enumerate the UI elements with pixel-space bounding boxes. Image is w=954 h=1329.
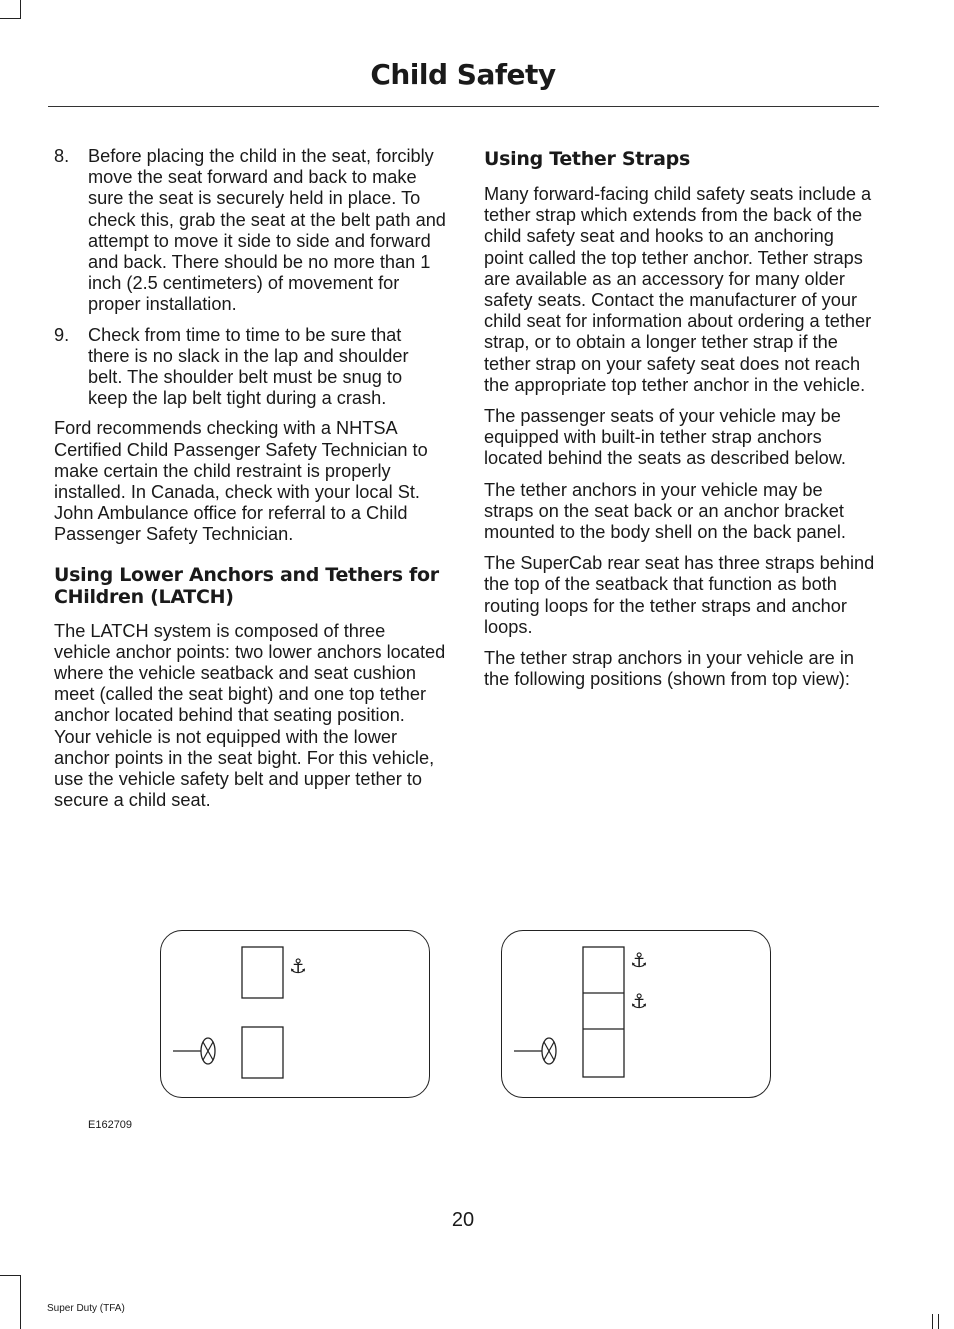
tether-paragraph: The SuperCab rear seat has three straps behind the top of the seatback that function as both routing loops for the tether straps and anchor loops.: [484, 553, 875, 637]
anchor-icon: ⚓: [289, 956, 307, 978]
steering-wheel-icon: [514, 1038, 556, 1064]
crop-mark-bottom-left-h: [0, 1275, 21, 1276]
right-column: [484, 146, 876, 700]
supercab-diagram: [501, 930, 771, 1098]
regular-cab-diagram: [160, 930, 430, 1098]
list-item-number: 9.: [54, 324, 70, 345]
left-column: [54, 146, 446, 821]
tether-paragraph: The tether anchors in your vehicle may be straps on the seat back or an anchor bracket mounted to the body shell on the back panel.: [484, 479, 846, 543]
footer-model: Super Duty (TFA): [47, 1303, 125, 1314]
crop-mark-bottom-left-v: [20, 1275, 21, 1329]
figure-id: E162709: [88, 1119, 133, 1131]
list-item-text: Check from time to time to be sure that there is no slack in the lap and shoulder belt. The shoulder belt must be snug to keep the lap belt tight during a crash.: [88, 324, 409, 409]
list-item: [54, 146, 446, 316]
latch-heading: Using Lower Anchors and Tethers for CHildren (LATCH): [54, 563, 439, 608]
crop-mark-bottom-right-2: [938, 1314, 939, 1329]
list-item-text: Before placing the child in the seat, forcibly move the seat forward and back to make sure the seat is securely held in place. To check this, grab the seat at the belt path and attempt to move it side to side and forward and back. There should be no more than 1 inch (2.5 centimeters) of movement for proper installation.: [88, 146, 446, 315]
seat-icon: [242, 1027, 283, 1078]
page-title: Child Safety: [370, 58, 556, 91]
seat-icon: [242, 947, 283, 998]
tether-paragraph: The passenger seats of your vehicle may be equipped with built-in tether strap anchors located behind the seats as described below.: [484, 406, 846, 469]
header-divider: [48, 106, 879, 107]
latch-paragraph: The LATCH system is composed of three vehicle anchor points: two lower anchors located where the vehicle seatback and seat cushion meet (called the seat bight) and one top tether anchor located behind that seating position. Your vehicle is not equipped with the lower anchor points in the seat bight. For this vehicle, use the vehicle safety belt and upper tether to secure a child seat.: [54, 620, 446, 811]
list-item-number: 8.: [54, 146, 70, 166]
seat-icon: [583, 947, 624, 1077]
tether-paragraph: Many forward-facing child safety seats include a tether strap which extends from the back of the child safety seat and hooks to an anchoring point called the top tether anchor. Tether straps are available as an accessory for many older safety seats. Contact the manufacturer of your child seat for information about ordering a tether strap, or to obtain a longer tether strap if the tether strap on your safety seat does not reach the appropriate top tether anchor in the vehicle.: [484, 184, 872, 395]
ford-recommendation-paragraph: Ford recommends checking with a NHTSA Certified Child Passenger Safety Technician to make certain the child restraint is properly installed. In Canada, check with your local St. John Ambulance office for referral to a Child Passenger Safety Technician.: [54, 418, 428, 545]
crop-mark-top-left-v: [20, 0, 21, 18]
tether-paragraph: The tether strap anchors in your vehicle are in the following positions (shown from top view):: [484, 648, 855, 690]
anchor-icon: ⚓: [630, 950, 648, 972]
anchor-icon: ⚓: [630, 991, 648, 1013]
steering-wheel-icon: [173, 1038, 215, 1064]
page-number: 20: [451, 1209, 475, 1231]
list-item: [54, 325, 446, 410]
crop-mark-top-left-h: [0, 18, 21, 19]
crop-mark-bottom-right-1: [932, 1314, 933, 1329]
tether-heading: Using Tether Straps: [484, 148, 690, 170]
